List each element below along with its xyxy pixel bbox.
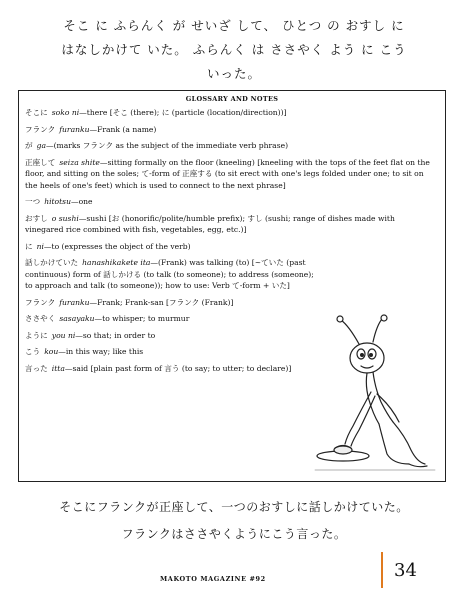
glossary-entry <box>25 196 435 208</box>
entry-romaji: o sushi <box>51 213 79 223</box>
entry-romaji: ga <box>36 141 46 150</box>
glossary-box <box>18 90 446 482</box>
story-text-kana <box>14 14 454 86</box>
entry-definition: —to whisper; to murmur <box>94 314 190 323</box>
entry-definition: —in this way; like this <box>58 347 144 356</box>
entry-romaji: kou <box>44 347 59 356</box>
entry-definition: —to (expresses the object of the verb) <box>43 241 191 251</box>
story-line: はなしかけて いた。 ふらんく は ささやく よう に こう <box>61 42 407 57</box>
page-divider-bar <box>381 552 383 588</box>
entry-term: ように <box>25 330 48 340</box>
glossary-entry <box>25 330 321 342</box>
entry-term: 言った <box>25 363 48 373</box>
entry-definition: —sitting formally on the floor (kneeling) [kneeling with the tops of the feet flat on the floor, and sitting on the soles; て-form of 正座する (to sit erect with one's legs folded under one; to sit on the heels of one's feet) which is used to connect to the next phrase] <box>25 157 430 190</box>
story-line: そこ に ふらんく が せいざ して、 ひとつ の おすし に <box>63 18 405 33</box>
entry-term: 話しかけていた <box>25 258 79 267</box>
entry-romaji: ni <box>36 241 44 251</box>
glossary-entry <box>25 363 321 375</box>
entry-romaji: itta <box>51 363 65 373</box>
entry-term: 正座して <box>25 157 56 167</box>
entry-term: そこに <box>25 108 48 117</box>
glossary-entry <box>25 213 435 236</box>
entry-term: フランク <box>25 124 56 134</box>
entry-romaji: soko ni <box>51 108 80 117</box>
entry-term: こう <box>25 347 41 356</box>
entry-definition: —(Frank) was talking (to) [~ていた (past continuous) form of 話しかける (to talk (to someone); to address (someone); to approach and talk (to someone)); how to use: Verb て-form + いた] <box>25 258 314 290</box>
glossary-entry <box>25 140 435 152</box>
entry-definition: —(marks フランク as the subject of the immediate verb phrase) <box>45 141 289 150</box>
entry-romaji: you ni <box>51 330 76 340</box>
entry-definition: —Frank; Frank-san [フランク (Frank)] <box>89 297 234 307</box>
entry-definition: —said [plain past form of 言う (to say; to utter; to declare)] <box>64 363 292 373</box>
entry-definition: —Frank (a name) <box>89 124 157 134</box>
glossary-entry <box>25 313 321 325</box>
entry-romaji: hitotsu <box>44 197 71 206</box>
entry-definition: —sushi [お (honorific/polite/humble prefix); すし (sushi; range of dishes made with vinegared rice combined with fish, vegetables, egg, etc.)] <box>25 213 395 234</box>
story-text-kanji-line: そこにフランクが正座して、一つのおすしに話しかけていた。 <box>59 500 409 514</box>
entry-term: が <box>25 141 33 150</box>
entry-term: ささやく <box>25 314 56 323</box>
glossary-entry <box>25 107 435 119</box>
story-text-kanji-line: フランクはささやくようにこう言った。 <box>121 527 347 541</box>
glossary-entry <box>25 297 321 309</box>
entry-romaji: furanku <box>59 297 90 307</box>
entry-term: に <box>25 241 33 251</box>
entry-term: 一つ <box>25 197 41 206</box>
entry-definition: —one <box>70 197 93 206</box>
entry-romaji: furanku <box>59 124 90 134</box>
entry-term: おすし <box>25 213 48 223</box>
frank-cartoon-illustration <box>313 314 437 478</box>
entry-definition: —so that; in order to <box>75 330 156 340</box>
glossary-title: GLOSSARY AND NOTES <box>185 95 279 103</box>
glossary-entry <box>25 346 321 358</box>
glossary-entry <box>25 241 435 253</box>
entry-term: フランク <box>25 297 56 307</box>
entry-definition: —there [そこ (there); に (particle (location/direction))] <box>79 108 287 117</box>
page-number: 34 <box>394 560 417 581</box>
glossary-entry <box>25 157 435 192</box>
story-line: いった。 <box>206 66 261 81</box>
magazine-footer: MAKOTO MAGAZINE #92 <box>160 575 266 583</box>
entry-romaji: seiza shite <box>59 157 100 167</box>
entry-romaji: hanashikakete ita <box>82 258 151 267</box>
entry-romaji: sasayaku <box>59 314 95 323</box>
glossary-entry <box>25 124 435 136</box>
glossary-entry <box>25 257 321 292</box>
